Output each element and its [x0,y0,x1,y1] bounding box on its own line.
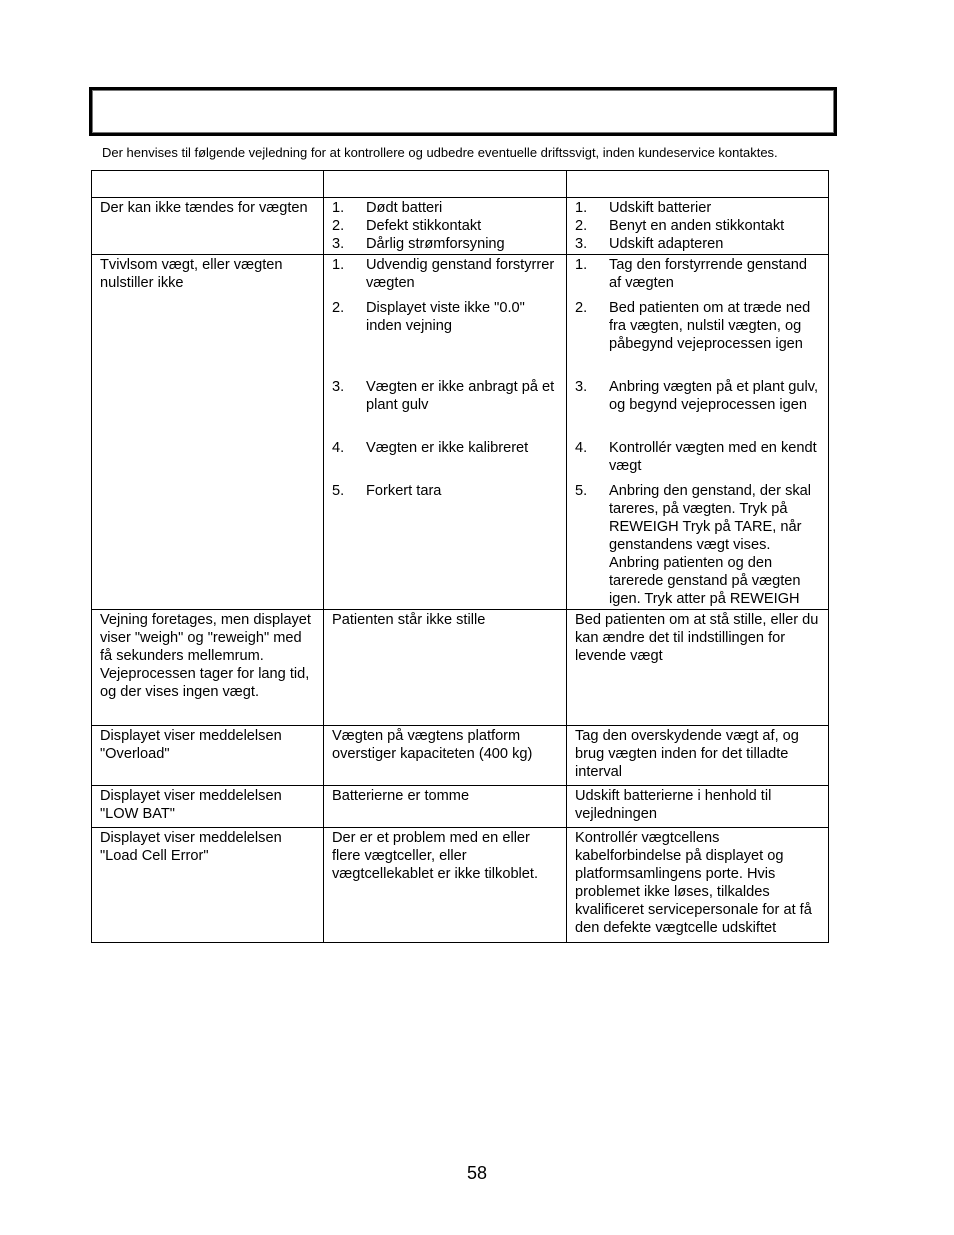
list-item: 3. Vægten er ikke anbragt på et plant gulv [332,379,555,413]
section-title-box [89,87,837,136]
list-item: 3. Udskift adapteren [575,236,724,252]
problem-cell: Tvivlsom vægt, eller vægten nulstiller ikke [92,255,324,610]
list-item: 1. Tag den forstyrrende genstand af vægten [575,257,807,291]
solution-cell: Tag den overskydende vægt af, og brug vægten inden for det tilladte interval [567,726,829,786]
cause-cell: Vægten på vægtens platform overstiger kapaciteten (400 kg) [324,726,567,786]
list-item: 3. Dårlig strømforsyning [332,236,505,252]
problem-cell: Displayet viser meddelelsen "Overload" [92,726,324,786]
solution-cell [567,198,829,255]
list-item: 2. Bed patienten om at træde ned fra vægten, nulstil vægten, og påbegynd vejeprocessen igen [575,300,811,352]
cause-cell: Patienten står ikke stille [324,610,567,726]
problem-cell: Vejning foretages, men displayet viser "weigh" og "reweigh" med få sekunders mellemrum. Vejeprocessen tager for lang tid, og der vises ingen vægt. [92,610,324,726]
problem-cell: Displayet viser meddelelsen "LOW BAT" [92,786,324,828]
list-item: 2. Benyt en anden stikkontakt [575,218,785,234]
page-number: 58 [466,1163,488,1183]
list-item: 2. Displayet viste ikke "0.0" inden vejning [332,300,525,334]
table-row [92,828,829,943]
list-item: 2. Defekt stikkontakt [332,218,482,234]
table-header-row [92,171,829,198]
list-item: 3. Anbring vægten på et plant gulv, og begynd vejeprocessen igen [575,379,819,413]
table-row [92,786,829,828]
solution-cell: Udskift batterierne i henhold til vejledningen [567,786,829,828]
cause-cell [324,255,567,610]
list-item: 1. Udvendig genstand forstyrrer vægten [332,257,555,291]
solution-cell: Kontrollér vægtcellens kabelforbindelse på displayet og platformsamlingens porte. Hvis problemet ikke løses, tilkaldes kvalificeret servicepersonale for at få den defekte vægtcelle udskiftet [567,828,829,943]
header-problem [92,171,324,198]
list-item: 1. Dødt batteri [332,200,443,216]
header-solution [567,171,829,198]
problem-cell: Der kan ikke tændes for vægten [92,198,324,255]
list-item: 4. Vægten er ikke kalibreret [332,440,529,456]
table-row [92,198,829,255]
list-item: 5. Anbring den genstand, der skal tareres, på vægten. Tryk på REWEIGH Tryk på TARE, når genstandens vægt vises. Anbring patienten og den tarerede genstand på vægten igen. Tryk atter på REWEIGH [575,483,812,607]
header-cause [324,171,567,198]
troubleshooting-table [91,170,829,943]
list-item: 4. Kontrollér vægten med en kendt vægt [575,440,817,474]
cause-cell: Batterierne er tomme [324,786,567,828]
cause-cell: Der er et problem med en eller flere vægtceller, eller vægtcellekablet er ikke tilkoblet. [324,828,567,943]
problem-cell: Displayet viser meddelelsen "Load Cell Error" [92,828,324,943]
table-row [92,255,829,610]
intro-text: Der henvises til følgende vejledning for at kontrollere og udbedre eventuelle driftssvigt, inden kundeservice kontaktes. [102,145,778,160]
list-item: 5. Forkert tara [332,483,442,499]
solution-cell: Bed patienten om at stå stille, eller du kan ændre det til indstillingen for levende vægt [567,610,829,726]
table-row [92,726,829,786]
cause-cell [324,198,567,255]
solution-cell [567,255,829,610]
list-item: 1. Udskift batterier [575,200,712,216]
table-row [92,610,829,726]
